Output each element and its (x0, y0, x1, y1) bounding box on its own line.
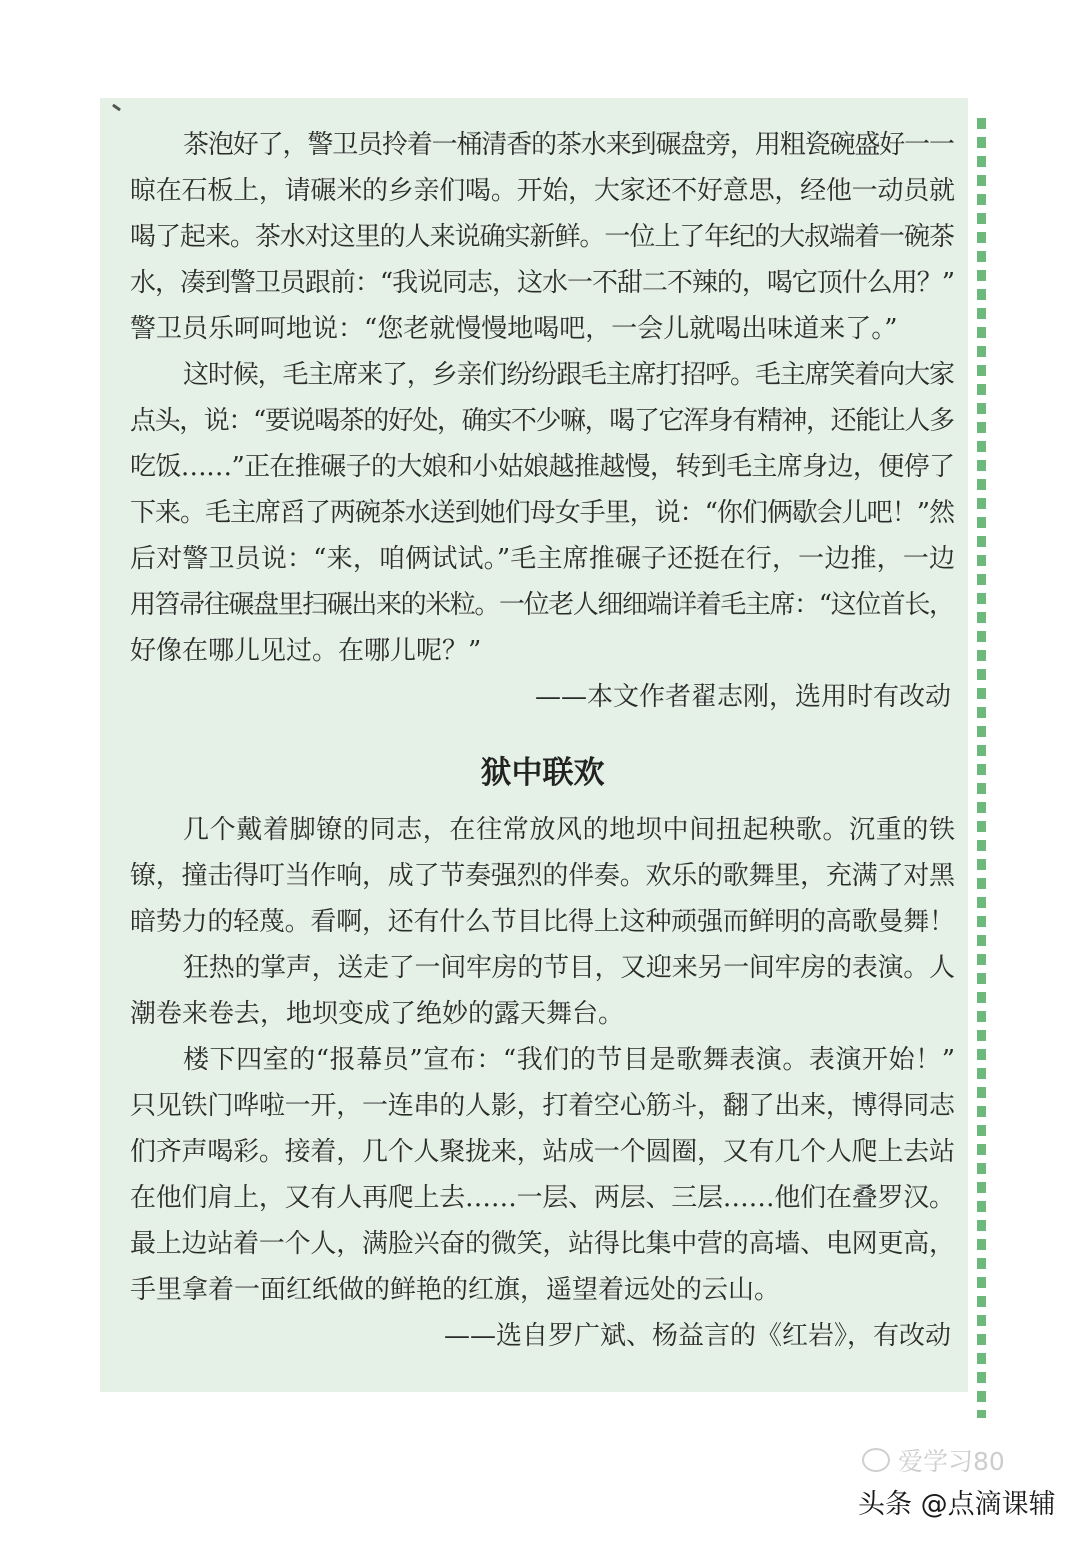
text-line: 在他们肩上，又有人再爬上去……一层、两层、三层……他们在叠罗汉。 (130, 1183, 955, 1213)
text-line: 几个戴着脚镣的同志，在往常放风的地坝中间扭起秧歌。沉重的铁 (183, 815, 956, 845)
text-line: 茶泡好了，警卫员拎着一桶清香的茶水来到碾盘旁，用粗瓷碗盛好一一 (183, 130, 954, 160)
section-2-body (130, 807, 955, 1359)
attribution: ——本文作者翟志刚，选用时有改动 (534, 682, 951, 712)
text-line: 这时候，毛主席来了，乡亲们纷纷跟毛主席打招呼。毛主席笑着向大家 (183, 360, 954, 390)
text-line: 点头，说：“要说喝茶的好处，确实不少嘛，喝了它浑身有精神，还能让人多 (130, 406, 954, 436)
watermark-platform: 头条 (858, 1489, 912, 1520)
text-line: 镣，撞击得叮当作响，成了节奏强烈的伴奏。欢乐的歌舞里，充满了对黑 (130, 861, 955, 891)
text-line: 只见铁门哗啦一开，一连串的人影，打着空心筋斗，翻了出来，博得同志 (130, 1091, 955, 1121)
text-line: 暗势力的轻蔑。看啊，还有什么节目比得上这种顽强而鲜明的高歌曼舞！ (130, 907, 955, 937)
text-line: 晾在石板上，请碾米的乡亲们喝。开始，大家还不好意思，经他一动员就 (130, 176, 955, 206)
text-line: 最上边站着一个人，满脸兴奋的微笑，站得比集中营的高墙、电网更高， (130, 1229, 955, 1259)
faint-watermark (862, 1444, 1005, 1476)
text-line: 警卫员乐呵呵地说：“您老就慢慢地喝吧，一会儿就喝出味道来了。” (130, 314, 898, 344)
text-line: 后对警卫员说：“来，咱俩试试。”毛主席推碾子还挺在行，一边推，一边 (130, 544, 956, 574)
faint-watermark-text: 爱学习80 (898, 1447, 1005, 1476)
section-1-body (130, 122, 955, 720)
source-watermark (858, 1486, 1056, 1524)
section-title: 狱中联欢 (480, 755, 605, 791)
wechat-icon (862, 1448, 890, 1472)
text-line: 潮卷来卷去，地坝变成了绝妙的露天舞台。 (130, 999, 625, 1029)
text-line: 吃饭……”正在推碾子的大娘和小姑娘越推越慢，转到毛主席身边，便停了 (130, 452, 955, 482)
text-line: 喝了起来。茶水对这里的人来说确实新鲜。一位上了年纪的大叔端着一碗茶 (130, 222, 954, 252)
text-line: 狂热的掌声，送走了一间牢房的节目，又迎来另一间牢房的表演。人 (183, 953, 955, 983)
text-line: 下来。毛主席舀了两碗茶水送到她们母女手里，说：“你们俩歇会儿吧！”然 (130, 498, 954, 528)
watermark-handle: @点滴课辅 (920, 1489, 1056, 1520)
text-line: 们齐声喝彩。接着，几个人聚拢来，站成一个圆圈，又有几个人爬上去站 (130, 1137, 955, 1167)
text-line: 手里拿着一面红纸做的鲜艳的红旗，遥望着远处的云山。 (130, 1275, 781, 1305)
text-line: 水，凑到警卫员跟前：“我说同志，这水一不甜二不辣的，喝它顶什么用？” (130, 268, 954, 298)
page-edge-stripe (977, 118, 986, 1418)
text-line: 好像在哪儿见过。在哪儿呢？” (130, 636, 482, 666)
text-line: 楼下四室的“报幕员”宣布：“我们的节目是歌舞表演。表演开始！” (183, 1045, 956, 1075)
text-line: 用笤帚往碾盘里扫碾出来的米粒。一位老人细细端详着毛主席：“这位首长， (130, 590, 954, 620)
attribution: ——选自罗广斌、杨益言的《红岩》，有改动 (443, 1321, 951, 1351)
